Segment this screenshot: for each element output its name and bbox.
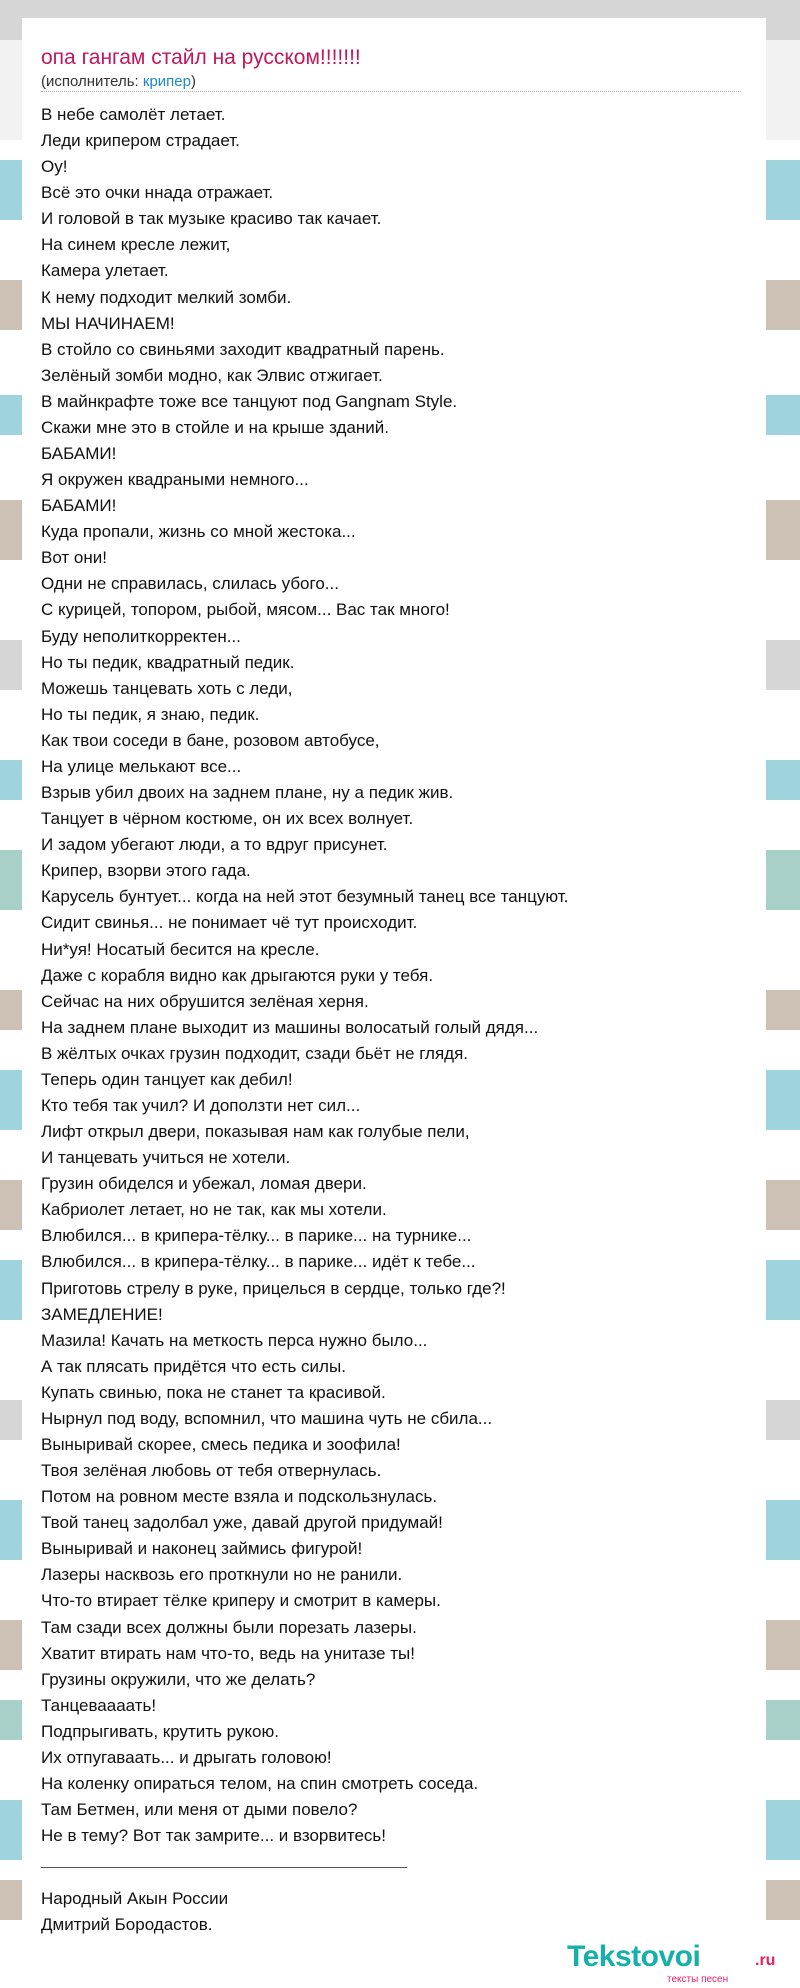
lyric-line: Куда пропали, жизнь со мной жестока... <box>41 522 356 542</box>
lyric-line: Скажи мне это в стойле и на крыше зданий. <box>41 417 389 437</box>
lyric-line: Буду неполиткорректен... <box>41 626 241 646</box>
lyric-line: БАБАМИ! <box>41 496 117 516</box>
song-title: опа гангам стайл на русском!!!!!!! <box>41 46 361 69</box>
lyric-line: МЫ НАЧИНАЕМ! <box>41 313 175 333</box>
site-logo[interactable] <box>567 1940 792 1988</box>
lyric-line: Лифт открыл двери, показывая нам как голубые пели, <box>41 1122 470 1142</box>
lyric-line: Кто тебя так учил? И доползти нет сил... <box>41 1095 361 1115</box>
lyric-line: На коленку опираться телом, на спин смотреть соседа. <box>41 1774 479 1793</box>
lyric-line: Грузин обиделся и убежал, ломая двери. <box>41 1174 367 1194</box>
lyric-line: И головой в так музыке красиво так качает. <box>41 209 382 229</box>
logo-wordmark: Tekstovoi <box>567 1940 701 1973</box>
credits <box>41 1886 228 1938</box>
lyric-line: Всё это очки ннада отражает. <box>41 183 274 203</box>
lyric-line: Одни не справилась, слилась убого... <box>41 574 339 594</box>
lyric-line: Как твои соседи в бане, розовом автобусе, <box>41 730 380 750</box>
logo-tld: .ru <box>755 1952 776 1969</box>
lyric-line: Ни*уя! Носатый бесится на кресле. <box>41 939 320 959</box>
lyric-line: Можешь танцевать хоть с леди, <box>41 678 293 698</box>
lyric-line: Нырнул под воду, вспомнил, что машина чуть не сбила... <box>41 1408 493 1428</box>
lyric-line: В стойло со свиньями заходит квадратный парень. <box>41 339 445 359</box>
lyric-line: Я окружен квадраными немного... <box>41 470 309 490</box>
performer-prefix: (исполнитель: <box>41 73 143 90</box>
lyrics-text <box>41 102 751 1849</box>
lyric-line: Вот они! <box>41 548 107 568</box>
performer-line <box>41 73 196 90</box>
lyric-line: Хватит втирать нам что-то, ведь на унитазе ты! <box>41 1643 415 1663</box>
lyric-line: Теперь один танцует как дебил! <box>41 1069 293 1089</box>
lyric-line: Танцует в чёрном костюме, он их всех волнует. <box>41 809 414 829</box>
lyric-line: В небе самолёт летает. <box>41 105 226 124</box>
lyric-line: БАБАМИ! <box>41 444 117 464</box>
lyric-line: С курицей, топором, рыбой, мясом... Вас так много! <box>41 600 450 620</box>
lyric-line: Зелёный зомби модно, как Элвис отжигает. <box>41 365 383 385</box>
lyric-line: Там сзади всех должны были порезать лазеры. <box>41 1617 417 1637</box>
lyric-line: В жёлтых очках грузин подходит, сзади бьёт не глядя. <box>41 1043 469 1063</box>
lyric-line: ЗАМЕДЛЕНИЕ! <box>41 1304 163 1324</box>
lyric-line: Мазила! Качать на меткость перса нужно было... <box>41 1330 428 1350</box>
lyric-line: Сейчас на них обрушится зелёная херня. <box>41 991 369 1011</box>
lyric-line: Даже с корабля видно как дрыгаются руки у тебя. <box>41 965 434 985</box>
lyric-line: Сидит свинья... не понимает чё тут происходит. <box>41 913 418 933</box>
lyric-line: Кабриолет летает, но не так, как мы хотели. <box>41 1200 387 1220</box>
lyric-line: Там Бетмен, или меня от дыми повело? <box>41 1800 358 1820</box>
lyric-line: На заднем плане выходит из машины волосатый голый дядя... <box>41 1017 539 1037</box>
lyric-line: Купать свинью, пока не станет та красивой. <box>41 1382 386 1402</box>
logo-tagline: тексты песен <box>667 1974 729 1985</box>
lyric-line: Влюбился... в крипера-тёлку... в парике... идёт к тебе... <box>41 1252 476 1272</box>
lyric-line: Грузины окружили, что же делать? <box>41 1669 316 1689</box>
lyric-line: В майнкрафте тоже все танцуют под Gangnam Style. <box>41 391 458 411</box>
lyric-line: И задом убегают люди, а то вдруг присунет. <box>41 835 388 855</box>
lyric-line: Приготовь стрелу в руке, прицелься в сердце, только где?! <box>41 1278 506 1298</box>
lyric-line: Но ты педик, квадратный педик. <box>41 652 295 672</box>
lyric-line: Но ты педик, я знаю, педик. <box>41 704 260 724</box>
credit-line: Народный Акын России <box>41 1889 229 1908</box>
credit-line: Дмитрий Бородастов. <box>41 1915 213 1934</box>
lyric-line: Танцеваааать! <box>41 1695 157 1715</box>
lyric-line: А так плясать придётся что есть силы. <box>41 1356 346 1376</box>
lyric-line: Взрыв убил двоих на заднем плане, ну а педик жив. <box>41 783 454 803</box>
lyric-line: К нему подходит мелкий зомби. <box>41 287 292 307</box>
header-divider <box>41 91 741 92</box>
lyric-line: И танцевать учиться не хотели. <box>41 1148 291 1168</box>
lyric-line: Влюбился... в крипера-тёлку... в парике... на турнике... <box>41 1226 472 1246</box>
lyric-line: Твой танец задолбал уже, давай другой придумай! <box>41 1513 443 1533</box>
lyric-line: Оу! <box>41 157 68 177</box>
lyric-line: На улице мелькают все... <box>41 756 242 776</box>
lyric-line: Выныривай и наконец займись фигурой! <box>41 1539 363 1559</box>
lyric-line: Карусель бунтует... когда на ней этот безумный танец все танцуют. <box>41 887 569 907</box>
lyric-line: Лазеры насквозь его проткнули но не ранили. <box>41 1565 403 1585</box>
lyric-line: Их отпугаваать... и дрыгать головою! <box>41 1747 332 1767</box>
lyric-line: Потом на ровном месте взяла и подскользнулась. <box>41 1487 438 1507</box>
lyric-line: Крипер, взорви этого гада. <box>41 861 251 881</box>
performer-link[interactable]: крипер <box>142 73 191 90</box>
lyric-line: Твоя зелёная любовь от тебя отвернулась. <box>41 1461 382 1481</box>
lyric-line: Леди крипером страдает. <box>41 131 240 151</box>
lyric-line: Не в тему? Вот так замрите... и взорвитесь! <box>41 1826 387 1846</box>
lyric-line: Подпрыгивать, крутить рукою. <box>41 1721 279 1741</box>
lyric-line: Камера улетает. <box>41 261 169 281</box>
lyric-line: На синем кресле лежит, <box>41 235 231 255</box>
performer-suffix: ) <box>190 73 196 90</box>
lyric-line: Выныривай скорее, смесь педика и зоофила! <box>41 1434 401 1454</box>
lyric-line: Что-то втирает тёлке криперу и смотрит в камеры. <box>41 1591 441 1611</box>
lyrics-card <box>22 18 776 1985</box>
credits-divider <box>41 1867 407 1868</box>
